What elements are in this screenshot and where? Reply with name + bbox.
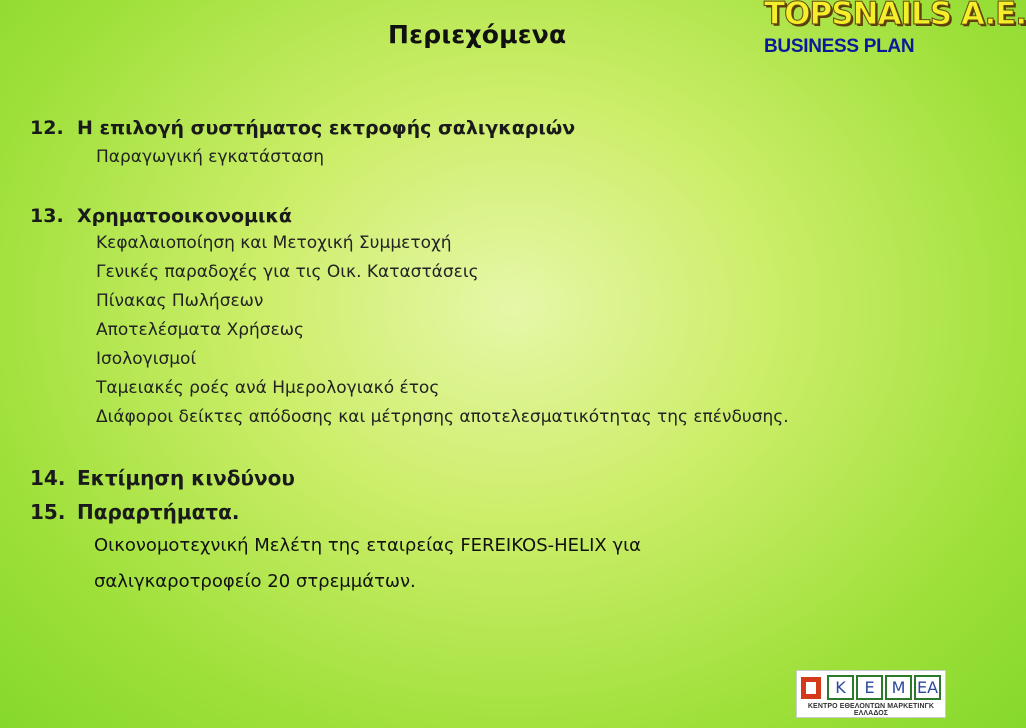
section-number: 13.: [30, 205, 64, 227]
section-item: Οικονομοτεχνική Μελέτη της εταιρείας FEREIKOS-HELIX για: [94, 535, 642, 556]
kemea-letters: [827, 675, 941, 700]
section-item: σαλιγκαροτροφείο 20 στρεμμάτων.: [94, 571, 416, 592]
page-title: Περιεχόμενα: [388, 20, 567, 49]
topsnails-logo: [764, 0, 1026, 60]
section-number: 14.: [30, 466, 66, 490]
logo-subtitle: BUSINESS PLAN: [764, 36, 915, 57]
section-item: Ισολογισμοί: [96, 349, 197, 369]
section-item: Διάφοροι δείκτες απόδοσης και μέτρησης αποτελεσματικότητας της επένδυσης.: [96, 407, 789, 427]
section-item: Κεφαλαιοποίηση και Μετοχική Συμμετοχή: [96, 233, 452, 253]
kemea-mark-icon: [801, 677, 821, 699]
section-heading: Χρηματοοικονομικά: [77, 205, 292, 227]
kemea-logo: [796, 670, 946, 718]
section-number: 12.: [30, 117, 64, 139]
kemea-letter: Ε: [856, 675, 883, 700]
section-item: Πίνακας Πωλήσεων: [96, 291, 264, 311]
section-item: Γενικές παραδοχές για τις Οικ. Καταστάσεις: [96, 262, 479, 282]
kemea-letter: Μ: [885, 675, 912, 700]
kemea-letter: ΕΑ: [914, 675, 941, 700]
section-item: Αποτελέσματα Χρήσεως: [96, 320, 304, 340]
section-heading: Εκτίμηση κινδύνου: [77, 466, 295, 490]
section-item: Ταμειακές ροές ανά Ημερολογιακό έτος: [96, 378, 440, 398]
section-item: Παραγωγική εγκατάσταση: [96, 147, 324, 167]
kemea-letter: Κ: [827, 675, 854, 700]
kemea-caption: ΚΕΝΤΡΟ ΕΘΕΛΟΝΤΩΝ ΜΑΡΚΕΤΙΝΓΚ ΕΛΛΑΔΟΣ: [807, 703, 935, 717]
section-heading: Παραρτήματα.: [77, 500, 240, 524]
section-heading: Η επιλογή συστήματος εκτροφής σαλιγκαριών: [77, 117, 576, 139]
logo-brand: TOPSNAILS A.E.: [764, 0, 1026, 32]
section-number: 15.: [30, 500, 66, 524]
